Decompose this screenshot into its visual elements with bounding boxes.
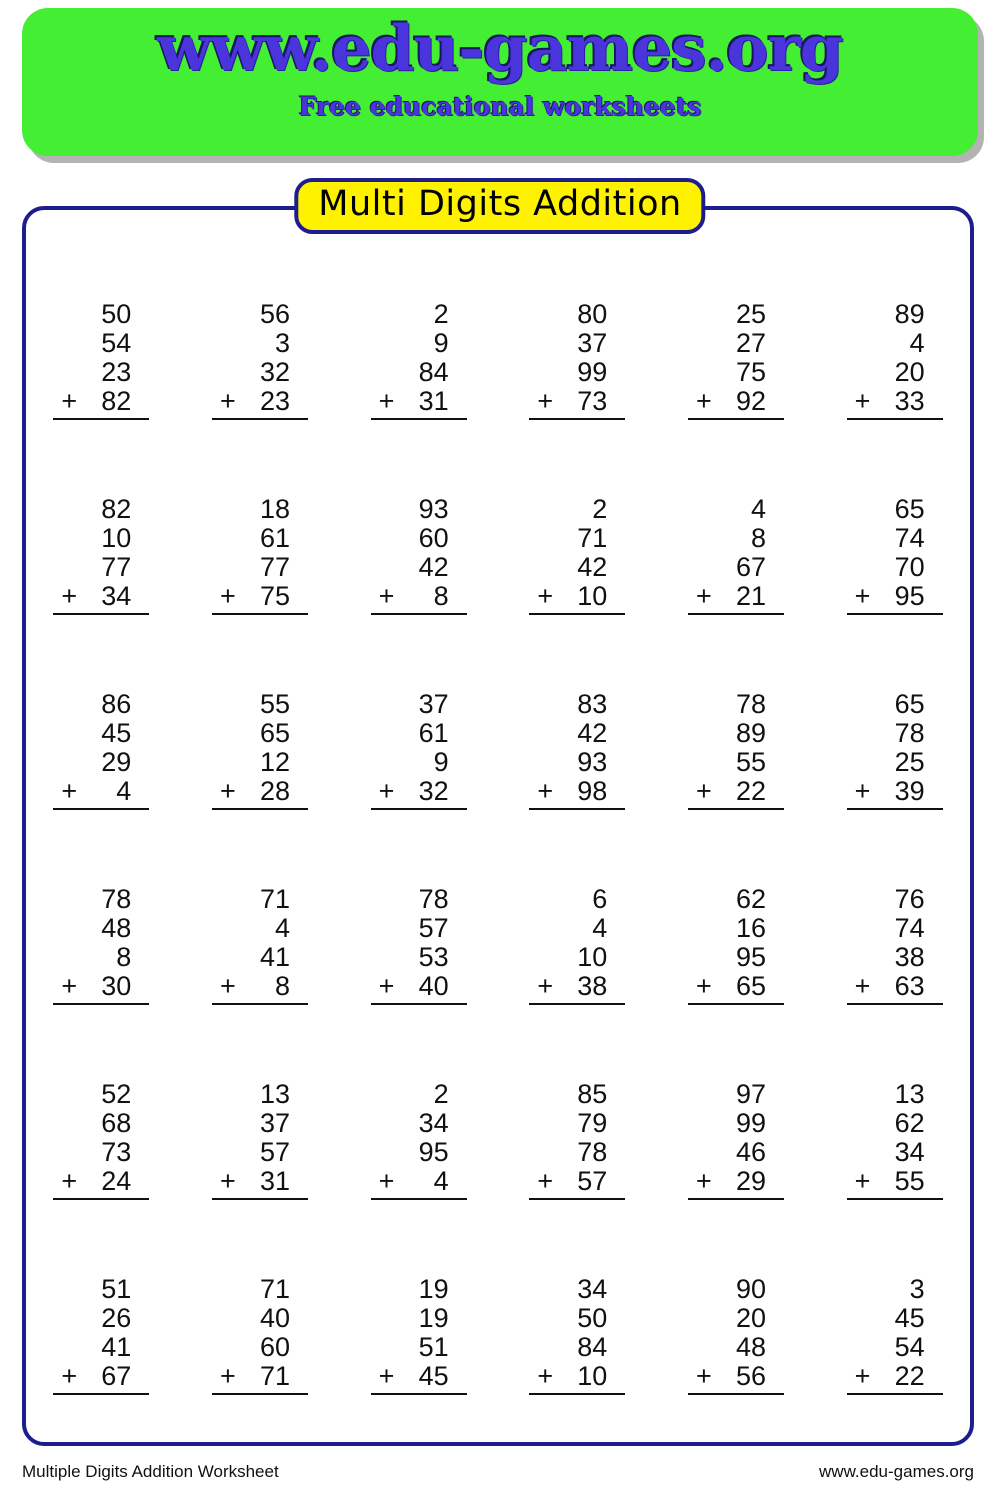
final-addend: 4 bbox=[116, 776, 132, 806]
addend: 57 bbox=[259, 1137, 290, 1167]
addition-problem bbox=[688, 885, 784, 1080]
addend: 89 bbox=[894, 299, 925, 329]
final-addend: 55 bbox=[894, 1166, 925, 1196]
addition-problem bbox=[53, 690, 149, 885]
final-addend-row bbox=[688, 777, 784, 810]
addend: 8 bbox=[750, 523, 766, 553]
addend: 2 bbox=[592, 494, 608, 524]
addend: 46 bbox=[735, 1137, 766, 1167]
plus-operator: + bbox=[854, 1361, 871, 1391]
addition-problem bbox=[847, 495, 943, 690]
final-addend-row bbox=[371, 777, 467, 810]
addend: 29 bbox=[101, 747, 132, 777]
final-addend: 10 bbox=[577, 581, 608, 611]
addend: 32 bbox=[259, 357, 290, 387]
addend: 42 bbox=[577, 552, 608, 582]
final-addend: 21 bbox=[735, 581, 766, 611]
addend: 18 bbox=[259, 494, 290, 524]
addend: 71 bbox=[259, 884, 290, 914]
addend: 3 bbox=[274, 328, 290, 358]
addition-problem bbox=[529, 1275, 625, 1470]
addend: 2 bbox=[433, 1079, 449, 1109]
final-addend-row bbox=[847, 1362, 943, 1395]
addition-problem bbox=[529, 1080, 625, 1275]
final-addend: 34 bbox=[101, 581, 132, 611]
addend: 42 bbox=[418, 552, 449, 582]
plus-operator: + bbox=[695, 776, 712, 806]
final-addend: 45 bbox=[418, 1361, 449, 1391]
addend: 4 bbox=[750, 494, 766, 524]
plus-operator: + bbox=[854, 1166, 871, 1196]
addend: 2 bbox=[433, 299, 449, 329]
addend: 37 bbox=[418, 689, 449, 719]
final-addend-row bbox=[529, 1362, 625, 1395]
final-addend: 92 bbox=[735, 386, 766, 416]
addition-problem bbox=[529, 300, 625, 495]
addition-problem bbox=[847, 300, 943, 495]
final-addend-row bbox=[212, 1167, 308, 1200]
final-addend: 71 bbox=[259, 1361, 290, 1391]
final-addend: 30 bbox=[101, 971, 132, 1001]
final-addend-row bbox=[371, 1167, 467, 1200]
final-addend-row bbox=[847, 582, 943, 615]
addition-problem bbox=[529, 495, 625, 690]
final-addend-row bbox=[688, 582, 784, 615]
addend: 71 bbox=[259, 1274, 290, 1304]
addend: 6 bbox=[592, 884, 608, 914]
addend: 16 bbox=[735, 913, 766, 943]
final-addend: 56 bbox=[735, 1361, 766, 1391]
final-addend: 8 bbox=[274, 971, 290, 1001]
problem-grid bbox=[22, 300, 974, 1470]
addend: 78 bbox=[894, 718, 925, 748]
addition-problem bbox=[847, 1080, 943, 1275]
plus-operator: + bbox=[537, 971, 554, 1001]
final-addend: 39 bbox=[894, 776, 925, 806]
addition-problem bbox=[212, 1080, 308, 1275]
plus-operator: + bbox=[537, 386, 554, 416]
final-addend-row bbox=[529, 1167, 625, 1200]
addend: 93 bbox=[577, 747, 608, 777]
plus-operator: + bbox=[219, 776, 236, 806]
addend: 55 bbox=[735, 747, 766, 777]
plus-operator: + bbox=[378, 1361, 395, 1391]
addend: 4 bbox=[274, 913, 290, 943]
final-addend: 10 bbox=[577, 1361, 608, 1391]
addition-problem bbox=[371, 495, 467, 690]
addend: 97 bbox=[735, 1079, 766, 1109]
addend: 60 bbox=[259, 1332, 290, 1362]
addition-problem bbox=[371, 300, 467, 495]
addend: 50 bbox=[101, 299, 132, 329]
plus-operator: + bbox=[378, 386, 395, 416]
plus-operator: + bbox=[61, 971, 78, 1001]
plus-operator: + bbox=[537, 1166, 554, 1196]
banner-body bbox=[22, 8, 978, 156]
final-addend-row bbox=[529, 972, 625, 1005]
addition-problem bbox=[847, 1275, 943, 1470]
addition-problem bbox=[688, 300, 784, 495]
addend: 19 bbox=[418, 1274, 449, 1304]
plus-operator: + bbox=[378, 971, 395, 1001]
addend: 67 bbox=[735, 552, 766, 582]
final-addend: 98 bbox=[577, 776, 608, 806]
addend: 34 bbox=[894, 1137, 925, 1167]
addend: 78 bbox=[418, 884, 449, 914]
final-addend-row bbox=[212, 582, 308, 615]
addend: 8 bbox=[116, 942, 132, 972]
final-addend-row bbox=[53, 972, 149, 1005]
addition-problem bbox=[529, 885, 625, 1080]
addend: 40 bbox=[259, 1303, 290, 1333]
final-addend-row bbox=[53, 582, 149, 615]
addend: 55 bbox=[259, 689, 290, 719]
addition-problem bbox=[212, 495, 308, 690]
addend: 82 bbox=[101, 494, 132, 524]
addend: 74 bbox=[894, 523, 925, 553]
footer bbox=[22, 1462, 974, 1482]
addition-problem bbox=[53, 1275, 149, 1470]
final-addend-row bbox=[688, 1167, 784, 1200]
addend: 89 bbox=[735, 718, 766, 748]
addend: 41 bbox=[101, 1332, 132, 1362]
addition-problem bbox=[688, 1080, 784, 1275]
plus-operator: + bbox=[695, 1361, 712, 1391]
final-addend: 23 bbox=[259, 386, 290, 416]
final-addend-row bbox=[53, 387, 149, 420]
final-addend-row bbox=[371, 387, 467, 420]
final-addend-row bbox=[212, 777, 308, 810]
plus-operator: + bbox=[61, 386, 78, 416]
addend: 3 bbox=[909, 1274, 925, 1304]
plus-operator: + bbox=[854, 971, 871, 1001]
plus-operator: + bbox=[537, 581, 554, 611]
addition-problem bbox=[529, 690, 625, 885]
addend: 45 bbox=[894, 1303, 925, 1333]
final-addend-row bbox=[371, 1362, 467, 1395]
final-addend: 73 bbox=[577, 386, 608, 416]
plus-operator: + bbox=[854, 386, 871, 416]
addend: 26 bbox=[101, 1303, 132, 1333]
addend: 9 bbox=[433, 328, 449, 358]
final-addend-row bbox=[847, 387, 943, 420]
addition-problem bbox=[688, 1275, 784, 1470]
final-addend: 33 bbox=[894, 386, 925, 416]
plus-operator: + bbox=[854, 581, 871, 611]
final-addend-row bbox=[53, 1167, 149, 1200]
addend: 78 bbox=[101, 884, 132, 914]
plus-operator: + bbox=[219, 1361, 236, 1391]
plus-operator: + bbox=[378, 1166, 395, 1196]
plus-operator: + bbox=[378, 581, 395, 611]
final-addend-row bbox=[529, 387, 625, 420]
final-addend: 57 bbox=[577, 1166, 608, 1196]
addend: 99 bbox=[735, 1108, 766, 1138]
addend: 71 bbox=[577, 523, 608, 553]
addend: 70 bbox=[894, 552, 925, 582]
plus-operator: + bbox=[219, 1166, 236, 1196]
addend: 19 bbox=[418, 1303, 449, 1333]
addend: 12 bbox=[259, 747, 290, 777]
final-addend: 28 bbox=[259, 776, 290, 806]
addend: 77 bbox=[259, 552, 290, 582]
addend: 56 bbox=[259, 299, 290, 329]
final-addend: 75 bbox=[259, 581, 290, 611]
addend: 62 bbox=[735, 884, 766, 914]
plus-operator: + bbox=[378, 776, 395, 806]
final-addend-row bbox=[529, 582, 625, 615]
addend: 84 bbox=[577, 1332, 608, 1362]
plus-operator: + bbox=[537, 1361, 554, 1391]
final-addend: 31 bbox=[259, 1166, 290, 1196]
addend: 10 bbox=[101, 523, 132, 553]
addend: 51 bbox=[418, 1332, 449, 1362]
final-addend-row bbox=[847, 777, 943, 810]
addend: 99 bbox=[577, 357, 608, 387]
addend: 45 bbox=[101, 718, 132, 748]
site-title: www.edu-games.org bbox=[157, 11, 843, 85]
final-addend-row bbox=[212, 1362, 308, 1395]
addend: 48 bbox=[101, 913, 132, 943]
site-banner bbox=[22, 8, 978, 156]
addend: 37 bbox=[259, 1108, 290, 1138]
addend: 76 bbox=[894, 884, 925, 914]
final-addend: 8 bbox=[433, 581, 449, 611]
addend: 4 bbox=[592, 913, 608, 943]
final-addend: 38 bbox=[577, 971, 608, 1001]
addend: 52 bbox=[101, 1079, 132, 1109]
addend: 54 bbox=[894, 1332, 925, 1362]
addend: 93 bbox=[418, 494, 449, 524]
addend: 37 bbox=[577, 328, 608, 358]
addend: 4 bbox=[909, 328, 925, 358]
final-addend: 40 bbox=[418, 971, 449, 1001]
addend: 95 bbox=[418, 1137, 449, 1167]
addend: 10 bbox=[577, 942, 608, 972]
addend: 86 bbox=[101, 689, 132, 719]
addend: 79 bbox=[577, 1108, 608, 1138]
addition-problem bbox=[53, 885, 149, 1080]
final-addend-row bbox=[688, 1362, 784, 1395]
addend: 78 bbox=[577, 1137, 608, 1167]
addend: 25 bbox=[894, 747, 925, 777]
final-addend: 29 bbox=[735, 1166, 766, 1196]
addend: 77 bbox=[101, 552, 132, 582]
final-addend: 22 bbox=[735, 776, 766, 806]
addend: 62 bbox=[894, 1108, 925, 1138]
plus-operator: + bbox=[219, 581, 236, 611]
footer-site-url: www.edu-games.org bbox=[819, 1462, 974, 1481]
addition-problem bbox=[847, 885, 943, 1080]
addition-problem bbox=[688, 690, 784, 885]
plus-operator: + bbox=[854, 776, 871, 806]
addend: 53 bbox=[418, 942, 449, 972]
addend: 9 bbox=[433, 747, 449, 777]
addend: 23 bbox=[101, 357, 132, 387]
addition-problem bbox=[212, 690, 308, 885]
plus-operator: + bbox=[61, 1166, 78, 1196]
plus-operator: + bbox=[61, 776, 78, 806]
final-addend: 67 bbox=[101, 1361, 132, 1391]
addition-problem bbox=[371, 1080, 467, 1275]
addition-problem bbox=[212, 885, 308, 1080]
addend: 34 bbox=[577, 1274, 608, 1304]
addend: 80 bbox=[577, 299, 608, 329]
addition-problem bbox=[53, 1080, 149, 1275]
final-addend-row bbox=[847, 1167, 943, 1200]
final-addend: 95 bbox=[894, 581, 925, 611]
addend: 51 bbox=[101, 1274, 132, 1304]
addend: 95 bbox=[735, 942, 766, 972]
plus-operator: + bbox=[219, 971, 236, 1001]
addend: 25 bbox=[735, 299, 766, 329]
plus-operator: + bbox=[695, 386, 712, 416]
plus-operator: + bbox=[695, 1166, 712, 1196]
final-addend-row bbox=[529, 777, 625, 810]
final-addend-row bbox=[688, 972, 784, 1005]
plus-operator: + bbox=[61, 581, 78, 611]
addition-problem bbox=[212, 300, 308, 495]
addend: 61 bbox=[259, 523, 290, 553]
addend: 65 bbox=[894, 494, 925, 524]
plus-operator: + bbox=[695, 581, 712, 611]
addend: 68 bbox=[101, 1108, 132, 1138]
addition-problem bbox=[212, 1275, 308, 1470]
worksheet-title-badge bbox=[294, 178, 705, 234]
addend: 13 bbox=[894, 1079, 925, 1109]
addition-problem bbox=[53, 300, 149, 495]
final-addend-row bbox=[688, 387, 784, 420]
final-addend-row bbox=[53, 777, 149, 810]
addend: 57 bbox=[418, 913, 449, 943]
final-addend-row bbox=[53, 1362, 149, 1395]
addend: 54 bbox=[101, 328, 132, 358]
addition-problem bbox=[688, 495, 784, 690]
addend: 20 bbox=[894, 357, 925, 387]
addend: 78 bbox=[735, 689, 766, 719]
final-addend: 63 bbox=[894, 971, 925, 1001]
addend: 41 bbox=[259, 942, 290, 972]
final-addend-row bbox=[371, 582, 467, 615]
final-addend: 65 bbox=[735, 971, 766, 1001]
addend: 48 bbox=[735, 1332, 766, 1362]
plus-operator: + bbox=[695, 971, 712, 1001]
addend: 60 bbox=[418, 523, 449, 553]
addend: 74 bbox=[894, 913, 925, 943]
addend: 27 bbox=[735, 328, 766, 358]
addition-problem bbox=[371, 690, 467, 885]
addend: 34 bbox=[418, 1108, 449, 1138]
addend: 20 bbox=[735, 1303, 766, 1333]
final-addend: 22 bbox=[894, 1361, 925, 1391]
addend: 85 bbox=[577, 1079, 608, 1109]
addend: 50 bbox=[577, 1303, 608, 1333]
page-title: Multi Digits Addition bbox=[318, 184, 682, 224]
addition-problem bbox=[53, 495, 149, 690]
site-subtitle: Free educational worksheets bbox=[298, 92, 702, 122]
final-addend: 24 bbox=[101, 1166, 132, 1196]
footer-worksheet-name: Multiple Digits Addition Worksheet bbox=[22, 1462, 279, 1481]
plus-operator: + bbox=[219, 386, 236, 416]
addition-problem bbox=[847, 690, 943, 885]
final-addend-row bbox=[847, 972, 943, 1005]
addend: 83 bbox=[577, 689, 608, 719]
plus-operator: + bbox=[537, 776, 554, 806]
addend: 65 bbox=[259, 718, 290, 748]
final-addend: 4 bbox=[433, 1166, 449, 1196]
addition-problem bbox=[371, 1275, 467, 1470]
final-addend: 31 bbox=[418, 386, 449, 416]
final-addend: 82 bbox=[101, 386, 132, 416]
addend: 73 bbox=[101, 1137, 132, 1167]
addend: 90 bbox=[735, 1274, 766, 1304]
plus-operator: + bbox=[61, 1361, 78, 1391]
addend: 38 bbox=[894, 942, 925, 972]
addend: 42 bbox=[577, 718, 608, 748]
final-addend-row bbox=[212, 387, 308, 420]
addend: 65 bbox=[894, 689, 925, 719]
final-addend-row bbox=[212, 972, 308, 1005]
addition-problem bbox=[371, 885, 467, 1080]
addend: 13 bbox=[259, 1079, 290, 1109]
addend: 84 bbox=[418, 357, 449, 387]
final-addend: 32 bbox=[418, 776, 449, 806]
final-addend-row bbox=[371, 972, 467, 1005]
addend: 75 bbox=[735, 357, 766, 387]
addend: 61 bbox=[418, 718, 449, 748]
